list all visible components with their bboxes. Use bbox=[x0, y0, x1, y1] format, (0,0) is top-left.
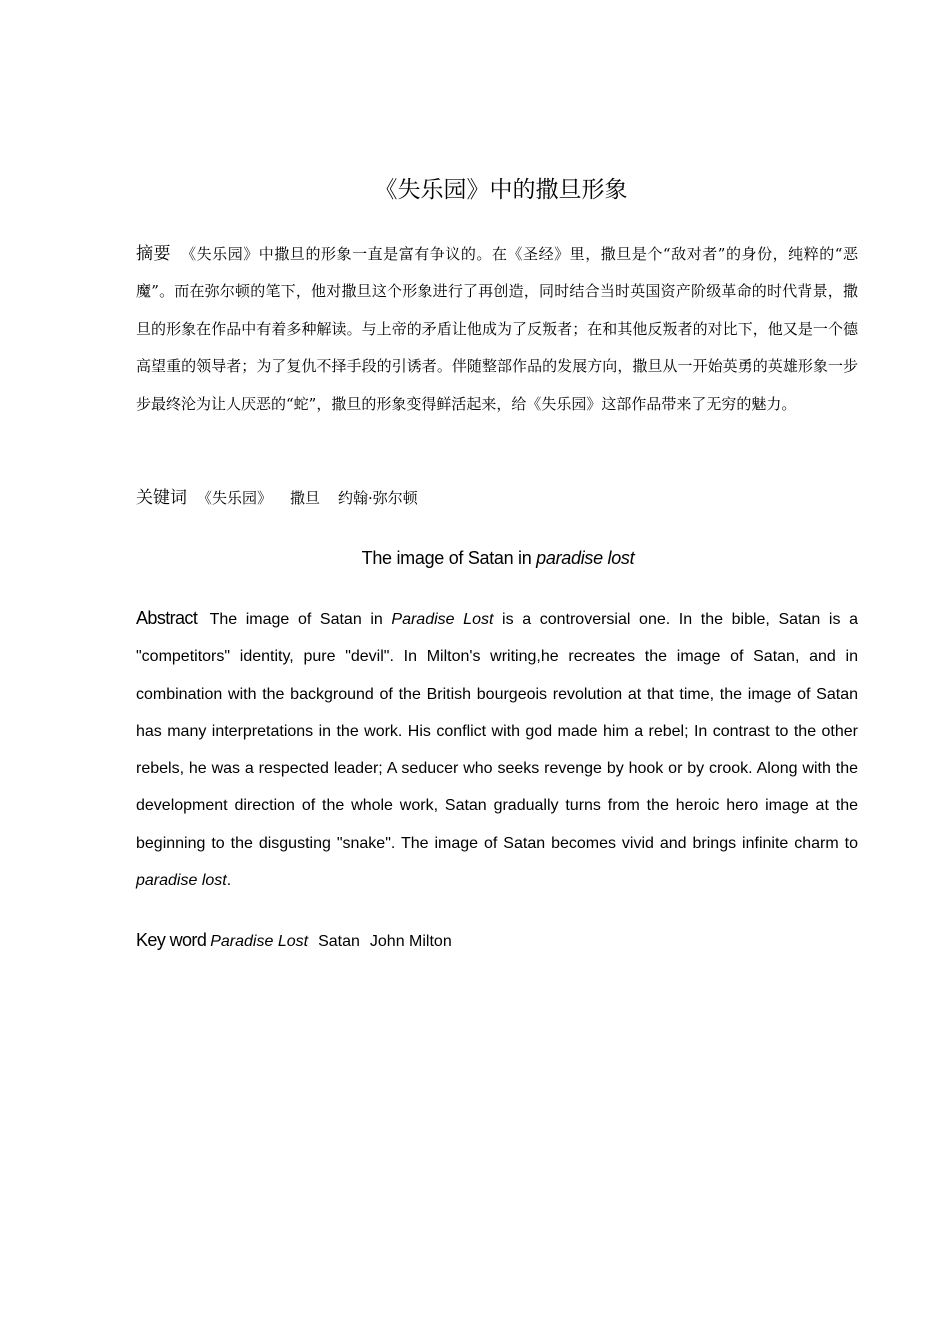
chinese-abstract bbox=[136, 236, 858, 423]
chinese-keyword: 《失乐园》 bbox=[197, 489, 273, 507]
english-title-italic: paradise lost bbox=[536, 548, 635, 568]
english-abstract-text: . bbox=[226, 872, 232, 890]
chinese-title: 《失乐园》中的撒旦形象 bbox=[374, 177, 628, 203]
english-title-text: The image of Satan in bbox=[361, 548, 537, 568]
english-keywords bbox=[136, 925, 858, 957]
english-abstract-text: is a controversial one. In the bible, Satan is a "competitors" identity, pure "devil". In Milton's writing,he recreates the image of Satan, and in combination with the background of the British bourgeois revolution at that time, the image of Satan has many interpretations in the work. His conflict with god made him a rebel; In contrast to the other rebels, he was a respected leader; A seducer who seeks revenge by hook or by crook. Along with the development direction of the whole work, Satan gradually turns from the heroic hero image at the beginning to the disgusting "snake". The image of Satan becomes vivid and brings infinite charm to bbox=[136, 611, 858, 852]
chinese-abstract-label: 摘要 bbox=[136, 244, 172, 264]
chinese-keywords bbox=[136, 482, 858, 514]
english-abstract-italic: Paradise Lost bbox=[391, 611, 494, 628]
english-title bbox=[0, 543, 950, 573]
english-abstract-label: Abstract bbox=[136, 608, 198, 628]
chinese-keywords-label: 关键词 bbox=[136, 488, 187, 508]
english-keyword: Satan bbox=[318, 933, 360, 950]
english-abstract-italic: paradise lost bbox=[136, 872, 227, 890]
chinese-keyword: 约翰·弥尔顿 bbox=[338, 489, 418, 507]
english-keyword: Paradise Lost bbox=[210, 933, 309, 950]
english-keyword: John Milton bbox=[369, 933, 452, 950]
chinese-abstract-text: 《失乐园》中撒旦的形象一直是富有争议的。在《圣经》里，撒旦是个“敌对者”的身份，纯粹的“恶魔”。而在弥尔顿的笔下，他对撒旦这个形象进行了再创造，同时结合当时英国资产阶级革命的时代背景，撒旦的形象在作品中有着多种解读。与上帝的矛盾让他成为了反叛者；在和其他反叛者的对比下，他又是一个德高望重的领导者；为了复仇不择手段的引诱者。伴随整部作品的发展方向，撒旦从一开始英勇的英雄形象一步步最终沦为让人厌恶的“蛇”，撒旦的形象变得鲜活起来，给《失乐园》这部作品带来了无穷的魅力。 bbox=[136, 245, 859, 413]
chinese-keyword: 撒旦 bbox=[290, 489, 321, 507]
english-abstract bbox=[136, 600, 858, 899]
english-abstract-text: The image of Satan in bbox=[201, 611, 392, 628]
english-keywords-label: Key word bbox=[136, 930, 207, 950]
